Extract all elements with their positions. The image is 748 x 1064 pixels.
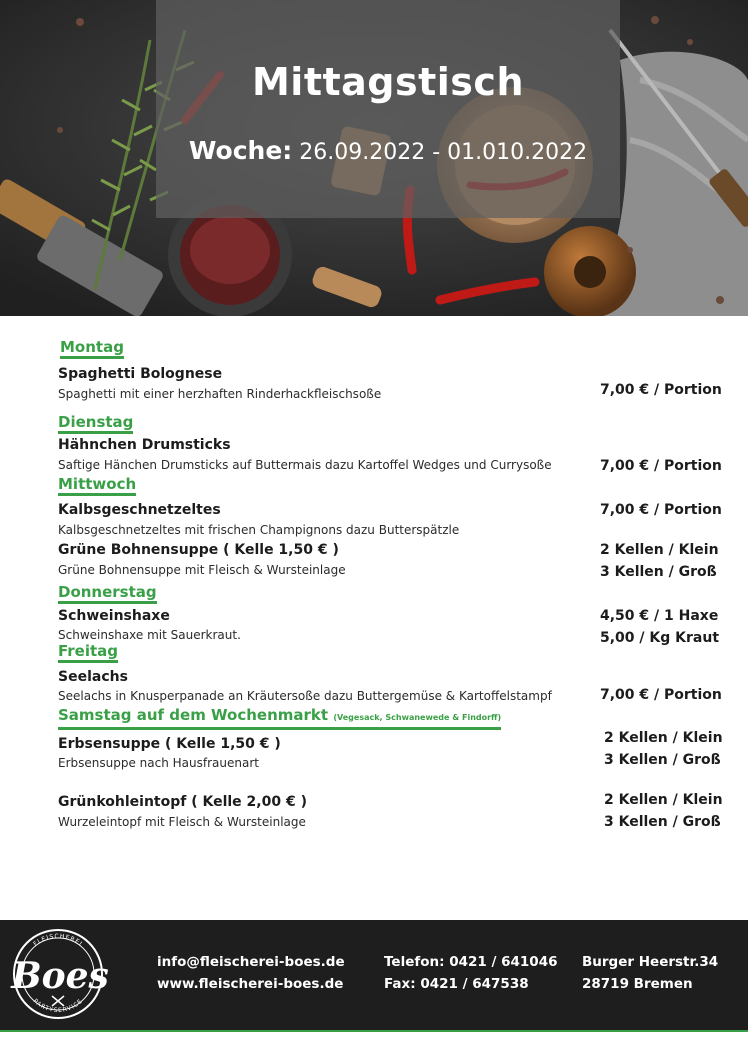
dish-price: 2 Kellen / Klein xyxy=(604,792,723,808)
logo-ring-top-text: FLEISCHEREI xyxy=(32,932,84,948)
dish-description: Spaghetti mit einer herzhaften Rinderhackfleischsoße xyxy=(58,387,382,401)
dish-name: Grüne Bohnensuppe ( Kelle 1,50 € ) xyxy=(58,542,339,558)
dish-name: Grünkohleintopf ( Kelle 2,00 € ) xyxy=(58,794,307,810)
dish-name: Kalbsgeschnetzeltes xyxy=(58,502,221,518)
day-heading-montag: Montag xyxy=(60,338,124,359)
dish-name: Spaghetti Bolognese xyxy=(58,366,223,382)
dish-description: Wurzeleintopf mit Fleisch & Wursteinlage xyxy=(58,815,306,829)
street-address: Burger Heerstr.34 xyxy=(582,954,719,970)
market-locations-note: (Vegesack, Schwanewede & Findorff) xyxy=(333,713,502,722)
dish-price-secondary: 3 Kellen / Groß xyxy=(604,814,721,830)
dish-name: Seelachs xyxy=(58,669,128,685)
week-range xyxy=(156,136,620,165)
day-heading-mittwoch: Mittwoch xyxy=(58,475,136,496)
dish-description: Grüne Bohnensuppe mit Fleisch & Wursteinlage xyxy=(58,563,346,577)
footer xyxy=(0,920,748,1030)
dish-price: 7,00 € / Portion xyxy=(600,382,722,398)
dish-price: 2 Kellen / Klein xyxy=(600,542,719,558)
fax-number: Fax: 0421 / 647538 xyxy=(384,976,529,992)
boes-logo xyxy=(8,926,118,1022)
dish-description: Kalbsgeschnetzeltes mit frischen Champignons dazu Butterspätzle xyxy=(58,523,460,537)
phone-number: Telefon: 0421 / 641046 xyxy=(384,954,558,970)
title-box xyxy=(156,0,620,218)
footer-contact-phone xyxy=(384,951,557,995)
week-dates: 26.09.2022 - 01.010.2022 xyxy=(299,140,588,165)
dish-name: Hähnchen Drumsticks xyxy=(58,437,231,453)
dish-price-secondary: 3 Kellen / Groß xyxy=(604,752,721,768)
website-link[interactable]: www.fleischerei-boes.de xyxy=(157,976,344,992)
dish-name: Erbsensuppe ( Kelle 1,50 € ) xyxy=(58,736,281,752)
day-heading-donnerstag: Donnerstag xyxy=(58,583,157,604)
dish-description: Saftige Hänchen Drumsticks auf Buttermais dazu Kartoffel Wedges und Currysoße xyxy=(58,458,552,472)
menu-list xyxy=(0,316,748,920)
dish-description: Seelachs in Knusperpanade an Kräutersoße dazu Buttergemüse & Kartoffelstampf xyxy=(58,689,552,703)
email-link[interactable]: info@fleischerei-boes.de xyxy=(157,954,345,970)
footer-contact-web xyxy=(157,951,345,995)
dish-price: 7,00 € / Portion xyxy=(600,687,722,703)
day-heading-samstag-label: Samstag auf dem Wochenmarkt xyxy=(58,706,329,724)
dish-price: 7,00 € / Portion xyxy=(600,458,722,474)
logo-ring-bottom-text: PARTYSERVICE xyxy=(31,997,85,1015)
dish-price: 2 Kellen / Klein xyxy=(604,730,723,746)
dish-description: Schweinshaxe mit Sauerkraut. xyxy=(58,628,241,642)
week-label: Woche: xyxy=(188,136,293,165)
footer-address xyxy=(582,951,718,995)
day-heading-samstag xyxy=(58,706,501,730)
day-heading-freitag: Freitag xyxy=(58,642,118,663)
header-photo xyxy=(0,0,748,316)
footer-accent-line xyxy=(0,1030,748,1032)
day-heading-dienstag: Dienstag xyxy=(58,413,133,434)
dish-price-secondary: 3 Kellen / Groß xyxy=(600,564,717,580)
logo-wordmark: Boes xyxy=(11,955,109,997)
svg-text:FLEISCHEREI xyxy=(32,933,84,948)
dish-price: 4,50 € / 1 Haxe xyxy=(600,608,719,624)
dish-name: Schweinshaxe xyxy=(58,608,170,624)
dish-price: 7,00 € / Portion xyxy=(600,502,722,518)
dish-description: Erbsensuppe nach Hausfrauenart xyxy=(58,756,259,770)
city-address: 28719 Bremen xyxy=(582,976,693,992)
page-title: Mittagstisch xyxy=(251,60,525,104)
dish-price-secondary: 5,00 / Kg Kraut xyxy=(600,630,720,646)
